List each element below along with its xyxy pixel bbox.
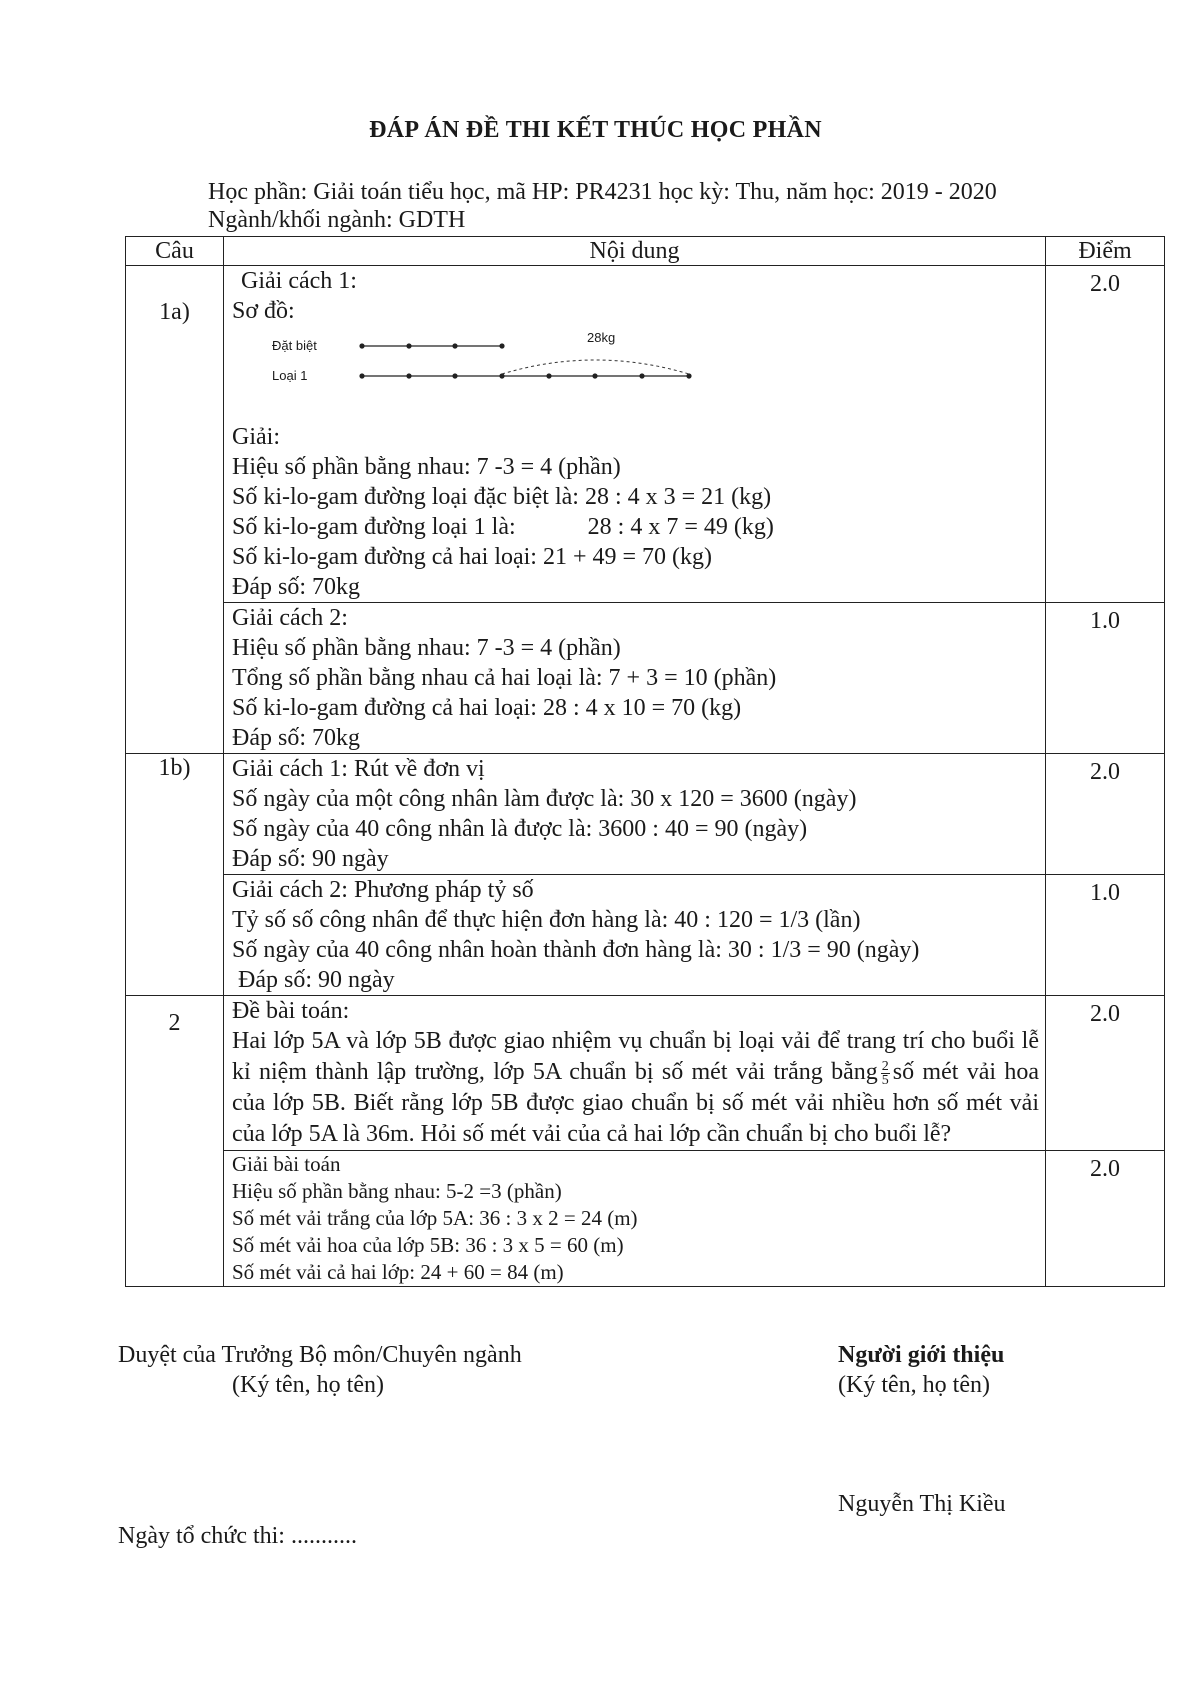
diagram-row2-label: Loại 1 bbox=[272, 368, 308, 383]
points-value: 1.0 bbox=[1090, 608, 1120, 634]
answer-table bbox=[125, 236, 1165, 1287]
points-cell bbox=[1046, 266, 1165, 603]
diagram-label: Sơ đồ: bbox=[232, 298, 295, 324]
solution-line: Tổng số phần bằng nhau cả hai loại là: 7 + 3 = 10 (phần) bbox=[232, 665, 777, 691]
content-cell bbox=[224, 266, 1046, 603]
question-label bbox=[126, 996, 224, 1287]
solution-line: Đáp số: 90 ngày bbox=[232, 967, 395, 993]
solution-line: Số ngày của 40 công nhân là được là: 3600 : 40 = 90 (ngày) bbox=[232, 816, 808, 842]
table-row bbox=[126, 996, 1165, 1151]
document-title: ĐÁP ÁN ĐỀ THI KẾT THÚC HỌC PHẦN bbox=[369, 117, 822, 143]
solution-line: Giải cách 2: bbox=[232, 605, 348, 631]
row2-tick bbox=[359, 373, 364, 378]
solution-line: Giải: bbox=[232, 424, 280, 450]
content-cell bbox=[224, 875, 1046, 996]
row1-tick bbox=[452, 343, 457, 348]
solution-line: Hiệu số phần bằng nhau: 7 -3 = 4 (phần) bbox=[232, 635, 621, 661]
points-cell bbox=[1046, 603, 1165, 754]
solution-line: Số ki-lo-gam đường cả hai loại: 21 + 49 = 70 (kg) bbox=[232, 544, 713, 570]
solution-line: Đáp số: 70kg bbox=[232, 725, 360, 751]
diagram-brace-label: 28kg bbox=[587, 330, 616, 345]
header-content: Nội dung bbox=[224, 237, 1046, 266]
header-points: Điểm bbox=[1046, 237, 1165, 266]
major-info: Ngành/khối ngành: GDTH bbox=[208, 207, 466, 233]
table-row bbox=[126, 875, 1165, 996]
presenter-title: Người giới thiệu bbox=[838, 1342, 1005, 1368]
points-cell bbox=[1046, 754, 1165, 875]
points-cell bbox=[1046, 875, 1165, 996]
difference-brace bbox=[502, 360, 689, 374]
problem-text-after: số mét vải hoa của lớp 5B. Biết rằng lớp 5B được giao chuẩn bị số mét vải nhiều hơn số mét vải của lớp 5A là 36m. Hỏi số mét vải của cả hai lớp cần chuẩn bị cho buổi lễ? bbox=[232, 1059, 1040, 1147]
fraction-denominator: 5 bbox=[881, 1072, 889, 1088]
exam-date: Ngày tổ chức thi: ........... bbox=[118, 1523, 357, 1549]
row2-tick bbox=[686, 373, 691, 378]
solution-line: Số mét vải hoa của lớp 5B: 36 : 3 x 5 = 60 (m) bbox=[232, 1233, 624, 1257]
course-info: Học phần: Giải toán tiểu học, mã HP: PR4231 học kỳ: Thu, năm học: 2019 - 2020 bbox=[208, 179, 997, 205]
solution-line: Tỷ số số công nhân để thực hiện đơn hàng là: 40 : 120 = 1/3 (lần) bbox=[232, 907, 861, 933]
solution-line: Giải bài toán bbox=[232, 1152, 341, 1176]
row1-tick bbox=[406, 343, 411, 348]
table-header-row bbox=[126, 237, 1165, 266]
solution-line: Đáp số: 90 ngày bbox=[232, 846, 389, 872]
points-value: 2.0 bbox=[1090, 1156, 1120, 1182]
table-row bbox=[126, 603, 1165, 754]
solution-line: Hiệu số phần bằng nhau: 5-2 =3 (phần) bbox=[232, 1179, 562, 1203]
solution-line: Số ki-lo-gam đường loại 1 là: 28 : 4 x 7 = 49 (kg) bbox=[232, 514, 774, 540]
row1-tick bbox=[499, 343, 504, 348]
points-cell bbox=[1046, 996, 1165, 1151]
problem-heading: Đề bài toán: bbox=[232, 998, 350, 1024]
solution-line: Số ki-lo-gam đường loại đặc biệt là: 28 : 4 x 3 = 21 (kg) bbox=[232, 484, 772, 510]
points-cell bbox=[1046, 1151, 1165, 1287]
content-cell bbox=[224, 603, 1046, 754]
question-number: 2 bbox=[168, 1010, 181, 1036]
solution-line: Giải cách 2: Phương pháp tỷ số bbox=[232, 877, 534, 903]
diagram-row1-label: Đặt biệt bbox=[272, 338, 317, 353]
solution-line: Đáp số: 70kg bbox=[232, 574, 360, 600]
points-value: 1.0 bbox=[1090, 880, 1120, 906]
solution-line: Số ngày của 40 công nhân hoàn thành đơn hàng là: 30 : 1/3 = 90 (ngày) bbox=[232, 937, 920, 963]
table-row bbox=[126, 266, 1165, 603]
question-number: 1a) bbox=[159, 299, 190, 325]
solution-line: Số mét vải trắng của lớp 5A: 36 : 3 x 2 = 24 (m) bbox=[232, 1206, 638, 1230]
points-value: 2.0 bbox=[1090, 271, 1120, 297]
approver-signature-hint: (Ký tên, họ tên) bbox=[232, 1372, 384, 1398]
content-cell bbox=[224, 996, 1046, 1151]
method-heading: Giải cách 1: bbox=[241, 268, 357, 294]
question-label bbox=[126, 266, 224, 754]
solution-line: Số ngày của một công nhân làm được là: 30 x 120 = 3600 (ngày) bbox=[232, 786, 857, 812]
points-value: 2.0 bbox=[1090, 759, 1120, 785]
row1-tick bbox=[359, 343, 364, 348]
solution-line: Số ki-lo-gam đường cả hai loại: 28 : 4 x 10 = 70 (kg) bbox=[232, 695, 742, 721]
problem-text bbox=[232, 1026, 1039, 1150]
presenter-signature-hint: (Ký tên, họ tên) bbox=[838, 1372, 990, 1398]
problem-text-before: Hai lớp 5A và lớp 5B được giao nhiệm vụ chuẩn bị loại vải để trang trí cho buổi lễ kỉ niệm thành lập trường, lớp 5A chuẩn bị số mét vải trắng bằng bbox=[232, 1028, 1039, 1085]
row2-tick bbox=[499, 373, 504, 378]
table-row bbox=[126, 1151, 1165, 1287]
solution-line: Giải cách 1: Rút về đơn vị bbox=[232, 756, 485, 782]
segment-diagram bbox=[232, 326, 1039, 422]
row2-tick bbox=[406, 373, 411, 378]
row2-tick bbox=[546, 373, 551, 378]
header-question: Câu bbox=[126, 237, 224, 266]
table-row bbox=[126, 754, 1165, 875]
presenter-name: Nguyễn Thị Kiều bbox=[838, 1491, 1006, 1517]
solution-line: Số mét vải cả hai lớp: 24 + 60 = 84 (m) bbox=[232, 1260, 564, 1284]
content-cell bbox=[224, 754, 1046, 875]
question-label bbox=[126, 754, 224, 996]
fraction bbox=[881, 1060, 890, 1087]
fraction-numerator: 2 bbox=[881, 1058, 889, 1074]
solution-line: Hiệu số phần bằng nhau: 7 -3 = 4 (phần) bbox=[232, 454, 621, 480]
points-value: 2.0 bbox=[1090, 1001, 1120, 1027]
row2-tick bbox=[639, 373, 644, 378]
content-cell bbox=[224, 1151, 1046, 1287]
row2-tick bbox=[592, 373, 597, 378]
question-number: 1b) bbox=[158, 755, 191, 781]
approver-title: Duyệt của Trưởng Bộ môn/Chuyên ngành bbox=[118, 1342, 522, 1368]
diagram-svg bbox=[232, 326, 712, 396]
row2-tick bbox=[452, 373, 457, 378]
